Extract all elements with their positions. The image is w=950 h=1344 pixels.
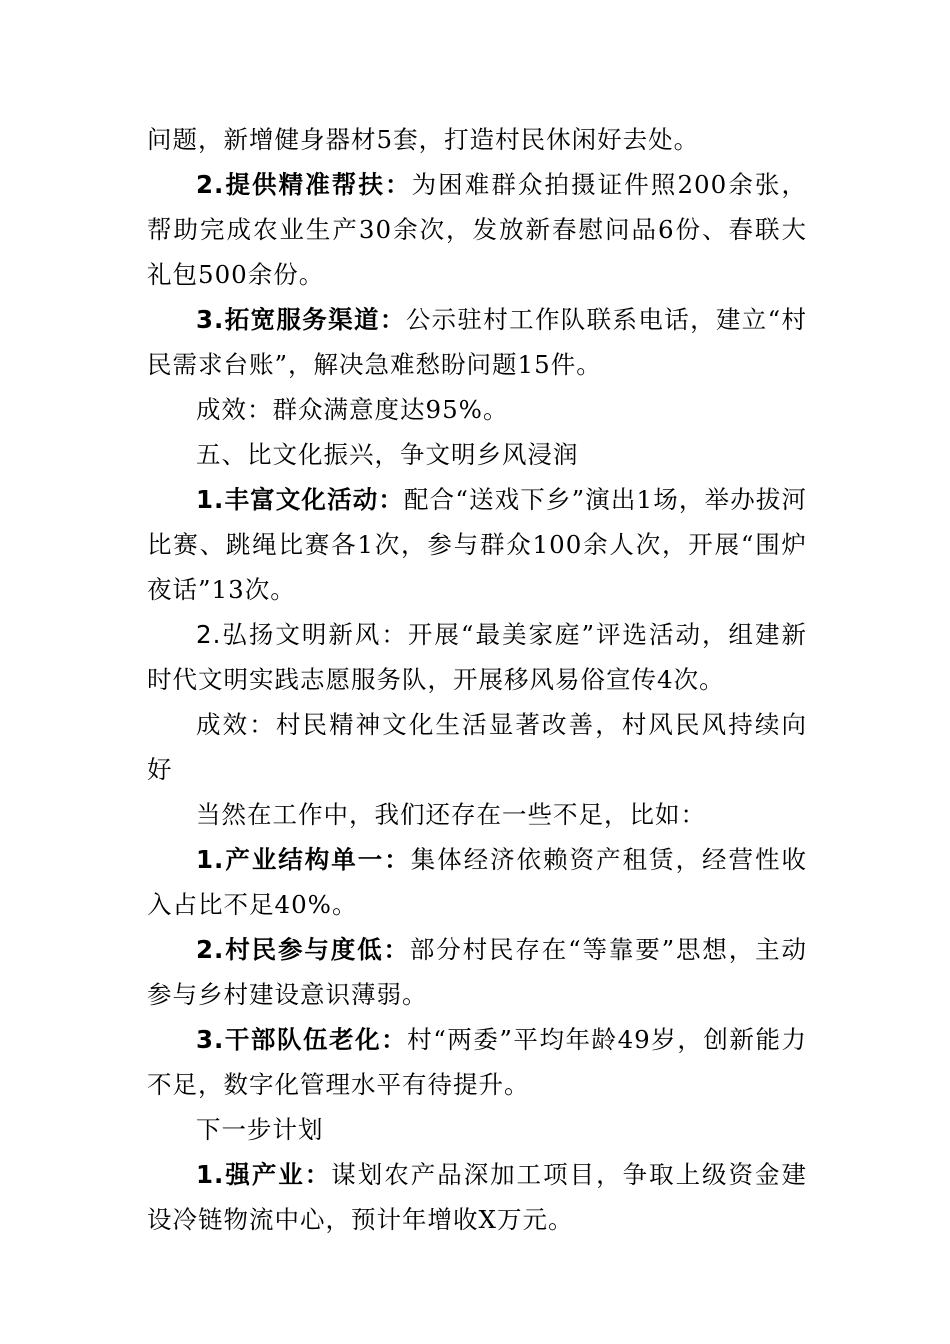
- paragraph-cultural-activities: [147, 477, 807, 612]
- paragraph-label: 2.提供精准帮扶：: [196, 170, 412, 199]
- paragraph-label: 3.干部队伍老化：: [196, 1025, 408, 1054]
- paragraph-cadre-aging: [147, 1017, 807, 1107]
- paragraph-text: 谋划农产品深加工项目，争取上级资金建设冷链物流中心，预计年增收X万元。: [147, 1160, 808, 1234]
- paragraph-text: 部分村民存在“等靠要”思想，主动参与乡村建设意识薄弱。: [147, 935, 807, 1009]
- paragraph-text: 问题，新增健身器材5套，打造村民休闲好去处。: [147, 125, 700, 154]
- paragraph-shortcomings-intro: [147, 792, 807, 837]
- paragraph-text: 村“两委”平均年龄49岁，创新能力不足，数字化管理水平有待提升。: [147, 1025, 807, 1099]
- paragraph-result-satisfaction: [147, 387, 807, 432]
- paragraph-text: 集体经济依赖资产租赁，经营性收入占比不足40%。: [147, 845, 808, 919]
- paragraph-label: 1.产业结构单一：: [196, 845, 411, 874]
- paragraph-fitness-equipment: [147, 117, 807, 162]
- paragraph-result-culture: [147, 702, 807, 792]
- paragraph-civilization: [147, 612, 807, 702]
- paragraph-service-channels: [147, 297, 807, 387]
- paragraph-label: 1.丰富文化活动：: [196, 485, 405, 514]
- paragraph-label: 1.强产业：: [196, 1160, 332, 1189]
- paragraph-text: 成效：村民精神文化生活显著改善，村风民风持续向好: [147, 710, 807, 784]
- paragraph-villager-participation: [147, 927, 807, 1017]
- section-heading-culture: [147, 432, 807, 477]
- paragraph-label: 2.弘扬文明新风：: [196, 620, 408, 649]
- paragraph-text: 配合“送戏下乡”演出1场，举办拔河比赛、跳绳比赛各1次，参与群众100余人次，开展“围炉夜话”13次。: [147, 485, 808, 604]
- paragraph-industry-structure: [147, 837, 807, 927]
- section-heading-text: 五、比文化振兴，争文明乡风浸润: [196, 440, 579, 469]
- paragraph-text: 当然在工作中，我们还存在一些不足，比如：: [196, 800, 706, 829]
- paragraph-label: 3.拓宽服务渠道：: [196, 305, 406, 334]
- section-heading-text: 下一步计划: [196, 1115, 324, 1144]
- section-heading-next-plan: [147, 1107, 807, 1152]
- paragraph-text: 为困难群众拍摄证件照200余张，帮助完成农业生产30余次，发放新春慰问品6份、春联大礼包500余份。: [147, 170, 808, 289]
- paragraph-text: 开展“最美家庭”评选活动，组建新时代文明实践志愿服务队，开展移风易俗宣传4次。: [147, 620, 807, 694]
- document-body: [147, 117, 807, 1242]
- paragraph-precise-assistance: [147, 162, 807, 297]
- paragraph-text: 公示驻村工作队联系电话，建立“村民需求台账”，解决急难愁盼问题15件。: [147, 305, 807, 379]
- paragraph-strengthen-industry: [147, 1152, 807, 1242]
- paragraph-text: 成效：群众满意度达95%。: [196, 395, 509, 424]
- paragraph-label: 2.村民参与度低：: [196, 935, 410, 964]
